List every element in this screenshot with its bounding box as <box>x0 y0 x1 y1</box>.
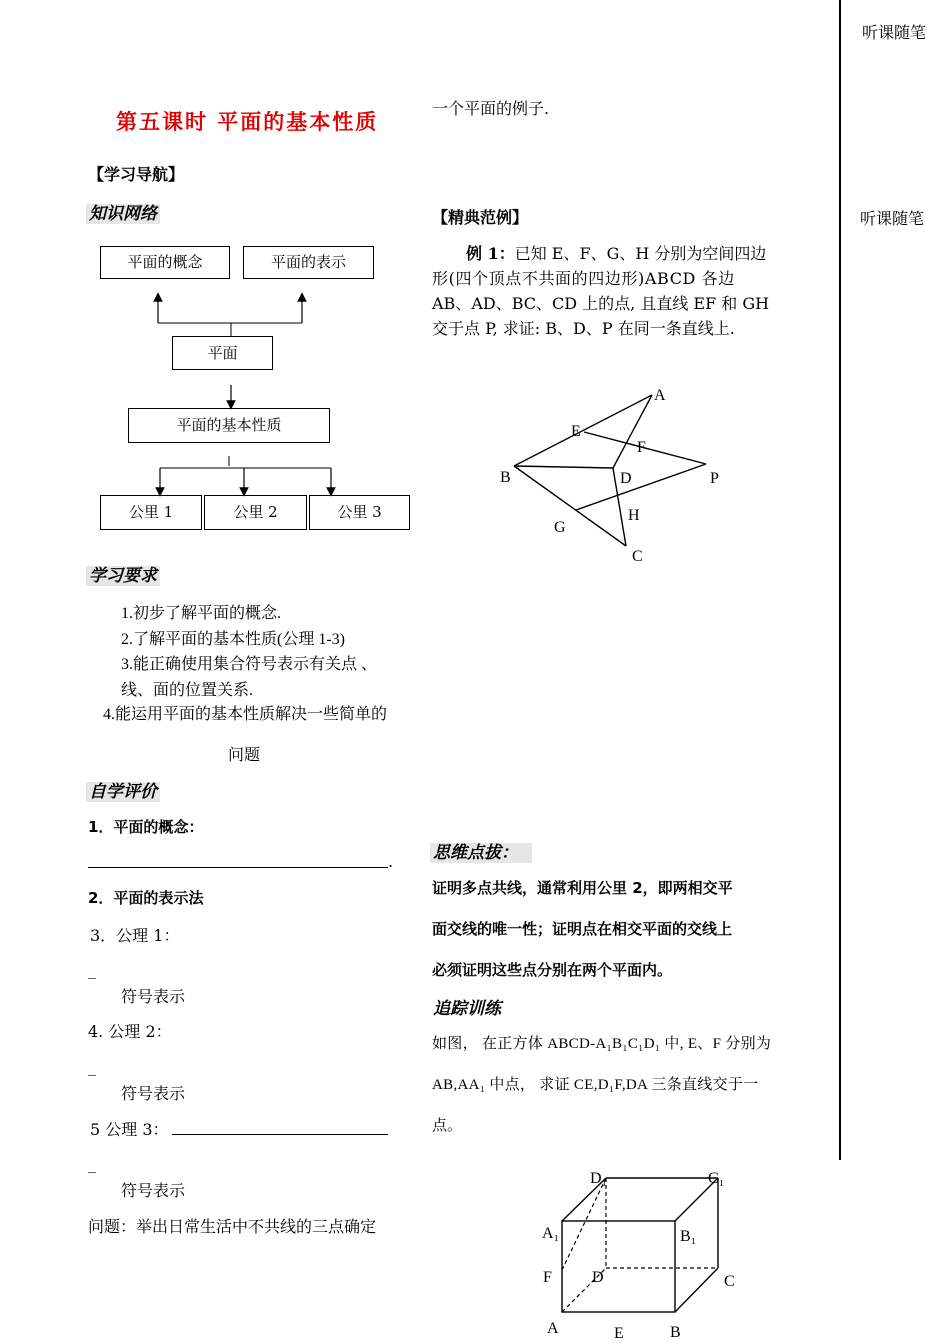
cube-label-A: A <box>547 1320 559 1337</box>
thinking-line-2: 面交线的唯一性；证明点在相交平面的交线上 <box>432 920 733 938</box>
requirement-4: 4.能运用平面的基本性质解决一些简单的 <box>103 706 388 723</box>
self-eval-q2: 2．平面的表示法 <box>88 889 204 907</box>
cube-front-face <box>562 1221 675 1312</box>
cube-label-B1: B₁ <box>680 1228 697 1245</box>
box-plane: 平面 <box>172 336 273 370</box>
self-eval-q3: 3．公理 1： <box>90 926 180 945</box>
edge-B-A <box>514 395 652 466</box>
label-D: D <box>620 470 632 487</box>
line-G-P <box>576 464 706 510</box>
page-title: 第五课时 平面的基本性质 <box>116 109 379 134</box>
edge-B-D <box>514 466 613 468</box>
q3-symbol-label: 符号表示 <box>121 987 186 1006</box>
cube-label-C: C <box>724 1273 735 1290</box>
thinking-heading: 思维点拔： <box>430 838 532 863</box>
label-E: E <box>571 423 581 440</box>
q4-dash: _ <box>88 1057 96 1076</box>
self-eval-q4: 4. 公理 2： <box>88 1022 172 1041</box>
edge-A-D <box>613 395 652 468</box>
tracking-heading: 追踪训练 <box>433 999 501 1019</box>
label-G: G <box>554 519 566 536</box>
self-eval-q5: 5 公理 3： <box>90 1120 169 1139</box>
q5-dash: _ <box>88 1154 96 1173</box>
cube-label-F: F <box>543 1269 552 1286</box>
example-1-line-3: AB、AD、BC、CD 上的点, 且直线 EF 和 GH <box>432 294 770 313</box>
hidden-line-D1-F <box>562 1178 606 1270</box>
cube-label-D: D <box>592 1269 604 1286</box>
cube-label-A1: A₁ <box>542 1225 560 1242</box>
question-prompt-cont: 一个平面的例子. <box>432 99 550 118</box>
label-A: A <box>654 387 666 404</box>
requirements-heading: 学习要求 <box>86 561 160 586</box>
q1-period: . <box>388 852 394 871</box>
cube-label-B: B <box>670 1324 681 1341</box>
q1-answer-line[interactable] <box>88 867 388 868</box>
thinking-line-1: 证明多点共线，通常利用公里 2，即两相交平 <box>432 879 733 897</box>
knowledge-network-heading: 知识网络 <box>86 199 160 224</box>
edge-B-C <box>514 466 626 546</box>
tracking-line-3: 点。 <box>432 1118 463 1134</box>
box-axiom-1: 公里 1 <box>100 495 202 530</box>
margin-note-second: 听课随笔 <box>860 211 925 228</box>
example-1-line-4: 交于点 P, 求证: B、D、P 在同一条直线上. <box>432 319 735 338</box>
cube-label-D1: D₁ <box>590 1170 608 1187</box>
tracking-line-1: 如图， 在正方体 ABCD-A₁B₁C₁D₁ 中, E、F 分别为 <box>432 1036 772 1052</box>
q5-symbol-label: 符号表示 <box>121 1181 186 1200</box>
thinking-line-3: 必须证明这些点分别在两个平面内。 <box>432 961 673 979</box>
box-basic-properties: 平面的基本性质 <box>128 408 330 443</box>
margin-divider <box>839 0 841 1160</box>
example-1-line-2: 形(四个顶点不共面的四边形)ABCD 各边 <box>432 269 735 288</box>
cube-label-E: E <box>614 1325 624 1342</box>
requirement-1: 1.初步了解平面的概念. <box>121 605 282 622</box>
label-H: H <box>628 507 640 524</box>
requirement-2: 2.了解平面的基本性质(公理 1-3) <box>121 631 345 648</box>
box-axiom-2: 公里 2 <box>204 495 307 530</box>
label-F: F <box>637 439 646 456</box>
example-1-label: 例 1： <box>466 244 515 263</box>
box-plane-concept: 平面的概念 <box>100 246 230 279</box>
concept-map-connectors <box>0 0 450 540</box>
q5-answer-line[interactable] <box>172 1134 388 1135</box>
requirement-3-cont: 线、面的位置关系. <box>121 682 254 699</box>
example-1-text <box>432 241 777 341</box>
edge-B-C <box>675 1268 718 1312</box>
tracking-line-2: AB,AA₁ 中点， 求证 CE,D₁F,DA 三条直线交于一 <box>432 1077 759 1093</box>
label-B: B <box>500 469 511 486</box>
q3-dash: _ <box>88 960 96 979</box>
cube-label-C1: C₁ <box>708 1170 725 1187</box>
self-eval-q1: 1．平面的概念： <box>88 818 204 836</box>
label-P: P <box>710 470 719 487</box>
box-axiom-3: 公里 3 <box>309 495 410 530</box>
q4-symbol-label: 符号表示 <box>121 1084 186 1103</box>
requirement-4-cont: 问题 <box>228 747 261 764</box>
margin-note-top: 听课随笔 <box>862 25 927 42</box>
question-prompt: 问题：举出日常生活中不共线的三点确定 <box>88 1217 377 1236</box>
box-plane-representation: 平面的表示 <box>243 246 374 279</box>
label-C: C <box>632 548 643 565</box>
nav-heading: 【学习导航】 <box>88 165 185 184</box>
self-eval-heading: 自学评价 <box>86 777 160 802</box>
example-1-line-1: 已知 E、F、G、H 分别为空间四边 <box>514 244 767 263</box>
examples-heading: 【精典范例】 <box>432 208 529 227</box>
requirement-3: 3.能正确使用集合符号表示有关点 、 <box>121 656 378 673</box>
